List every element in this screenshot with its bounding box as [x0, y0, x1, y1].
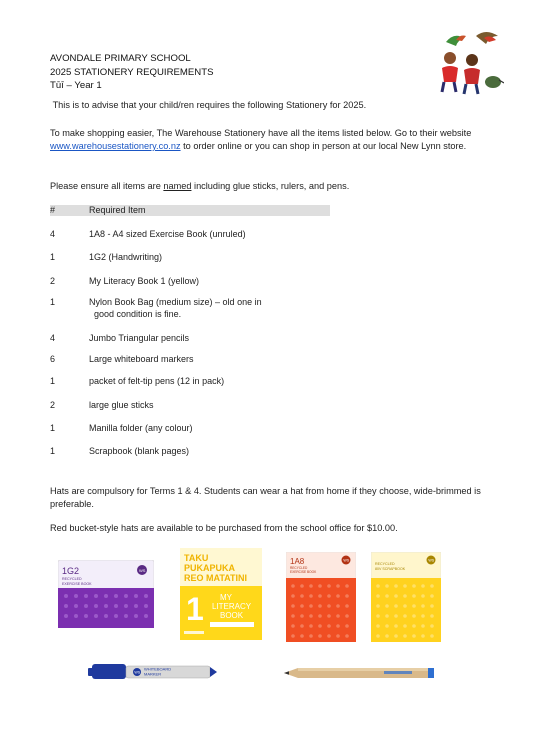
hats-note: Hats are compulsory for Terms 1 & 4. Students can wear a hat from home if they choose, wide-brimmed is preferable.: [50, 486, 481, 509]
table-header: [50, 205, 330, 216]
svg-text:MY: MY: [220, 593, 232, 602]
svg-text:TAKU: TAKU: [184, 553, 209, 563]
svg-text:1G2: 1G2: [62, 566, 80, 576]
svg-text:WS: WS: [343, 558, 350, 563]
svg-text:EXERCISE BOOK: EXERCISE BOOK: [290, 570, 317, 574]
website-link[interactable]: www.warehousestationery.co.nz: [50, 140, 181, 151]
literacy-book-image: [180, 548, 262, 640]
intro-named: Please ensure all items are named including glue sticks, rulers, and pens.: [50, 181, 350, 191]
bird-icon: [446, 36, 466, 47]
school-name: AVONDALE PRIMARY SCHOOL: [50, 53, 191, 64]
col-item-header: Required Item: [89, 205, 146, 215]
intro-shopping: To make shopping easier, The Warehouse Stationery have all the items listed below. Go to their website www.warehousestationery.co.nz to order online or you can shop in person at our local New Lynn store.: [50, 128, 472, 151]
svg-text:PUKAPUKA: PUKAPUKA: [184, 563, 236, 573]
whiteboard-marker-image: [88, 659, 218, 685]
svg-text:LITERACY: LITERACY: [212, 602, 252, 611]
intro-advise: This is to advise that your child/ren requires the following Stationery for 2025.: [52, 100, 367, 110]
header-block: [50, 52, 214, 93]
kids-illustration: [428, 28, 504, 98]
scrapbook-image: [371, 552, 441, 642]
svg-text:WS: WS: [134, 670, 141, 675]
svg-text:EXERCISE BOOK: EXERCISE BOOK: [62, 582, 92, 586]
triangular-pencil-image: [284, 666, 436, 680]
col-qty-header: #: [50, 205, 56, 215]
document-page: AVONDALE PRIMARY SCHOOL 2025 STATIONERY REQUIREMENTS Tūī – Year 1 This is to advise that your child/ren requires the following Stationery for 2025. To make shopping easier, The Warehouse Stationery have all the items listed below. Go to their website www.warehousestationery.co.nz to order online or you can shop in person at our local New Lynn store. Please ensure all items are named including glue sticks, rulers, and pens. # Required Item 4 1A8 - A4 sized Exercise Book (unruled) 1 1G2 (Handwriting) 2 My Literacy Book 1 (yellow) 1 Nylon Book Bag (medium size) – old one in good condition is fine. 4 Jumbo Triangular pencils 6 Large whiteboard markers 1 packet of felt-tip pens (12 in pack) 2 large glue sticks 1 Manilla folder (any colour) 1 Scrapbook (blank pages) Hats are compulsory for Terms 1 & 4. Students can wear a hat from home if they choose, wide-brimmed is preferable. Red bucket-style hats are available to be purchased from the school office for $10.00. 1G2 RECYCLED EXERCISE BOOK WS TAKU PUKAPUKA REO MATATINI 1 MY LITERACY BOOK 1A8 RECYCLED EXERCISE BOOK WS RECYCLED 80V SCRAPBOOK WS WS WHITEBOARD MARKER: [0, 0, 533, 755]
svg-text:RECYCLED: RECYCLED: [375, 562, 395, 566]
svg-text:1A8: 1A8: [290, 557, 305, 566]
svg-text:MARKER: MARKER: [144, 671, 162, 677]
svg-text:WS: WS: [139, 568, 146, 573]
kiwi-icon: [485, 76, 504, 88]
bucket-hat-note: Red bucket-style hats are available to be purchased from the school office for $10.00.: [50, 523, 398, 533]
exercise-book-1a8-image: [286, 552, 356, 642]
svg-text:1: 1: [186, 591, 204, 627]
svg-text:BOOK: BOOK: [220, 611, 244, 620]
svg-text:80V SCRAPBOOK: 80V SCRAPBOOK: [375, 567, 406, 571]
exercise-book-1g2-image: [58, 560, 154, 628]
svg-text:WHITEBOARD: WHITEBOARD: [144, 666, 172, 672]
class-name: Tūī – Year 1: [50, 80, 102, 91]
bird-icon-2: [476, 32, 498, 44]
svg-text:RECYCLED: RECYCLED: [290, 566, 308, 570]
svg-text:RECYCLED: RECYCLED: [62, 577, 82, 581]
page-title: 2025 STATIONERY REQUIREMENTS: [50, 66, 214, 78]
svg-text:REO MATATINI: REO MATATINI: [184, 573, 247, 583]
svg-text:WS: WS: [428, 558, 435, 563]
